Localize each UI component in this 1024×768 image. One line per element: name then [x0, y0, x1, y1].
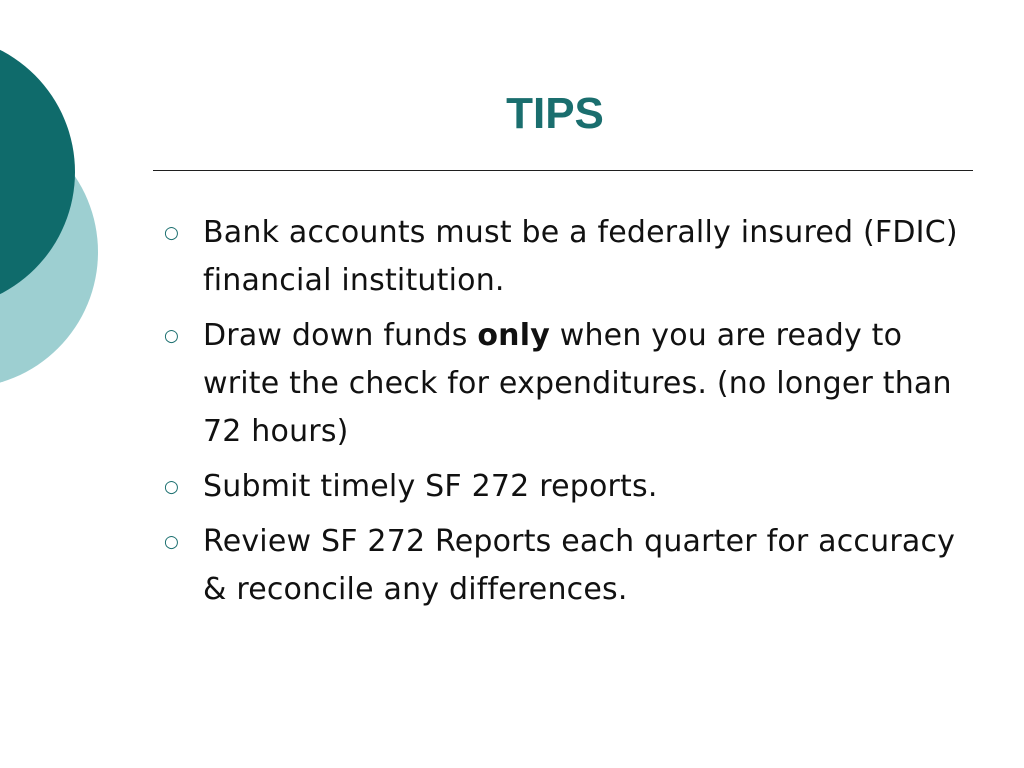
bullet-item — [160, 312, 960, 456]
bullet-text: Bank accounts must be a federally insured (FDIC) financial institution. — [203, 215, 958, 298]
bullet-circle-icon: ○ — [164, 532, 179, 552]
bullet-circle-icon: ○ — [164, 223, 179, 243]
bullet-list — [160, 209, 960, 621]
title-divider — [153, 170, 973, 171]
bullet-text-after: when you are ready to write the check for expenditures. (no longer than 72 hours) — [203, 318, 952, 449]
bullet-item — [160, 518, 960, 614]
bullet-emphasis: only — [477, 318, 550, 353]
bullet-text-before: Draw down funds — [203, 318, 478, 353]
slide-title: TIPS — [506, 89, 604, 138]
decorative-circles — [0, 0, 120, 420]
bullet-circle-icon: ○ — [164, 477, 179, 497]
bullet-item — [160, 463, 960, 511]
bullet-text: Review SF 272 Reports each quarter for accuracy & reconcile any differences. — [203, 524, 956, 607]
bullet-text — [203, 312, 960, 456]
bullet-text: Submit timely SF 272 reports. — [203, 469, 658, 504]
bullet-item — [160, 209, 960, 305]
bullet-circle-icon: ○ — [164, 326, 179, 346]
